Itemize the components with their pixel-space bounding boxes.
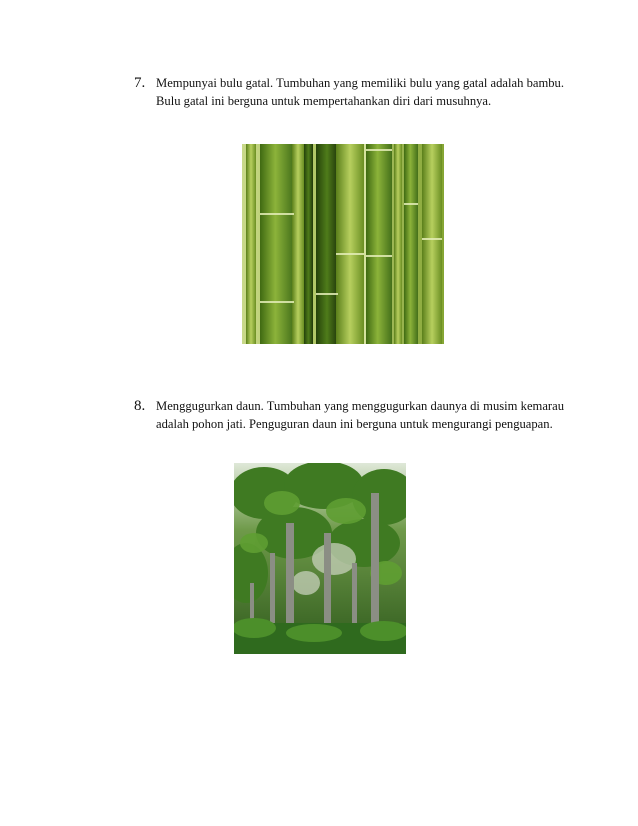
item-number: 7. <box>134 75 146 91</box>
teak-forest-photo <box>234 463 406 654</box>
item-text: Menggugurkan daun. Tumbuhan yang menggugurkan daunya di musim kemarau adalah pohon jati. Penguguran daun ini berguna untuk mengurangi penguapan. <box>156 399 564 431</box>
bamboo-photo <box>242 144 444 344</box>
list-item-7 <box>134 75 564 110</box>
item-text: Mempunyai bulu gatal. Tumbuhan yang memiliki bulu yang gatal adalah bambu. Bulu gatal ini berguna untuk mempertahankan diri dari musuhnya. <box>156 76 564 108</box>
list-item-8 <box>134 398 564 433</box>
item-number: 8. <box>134 398 146 414</box>
